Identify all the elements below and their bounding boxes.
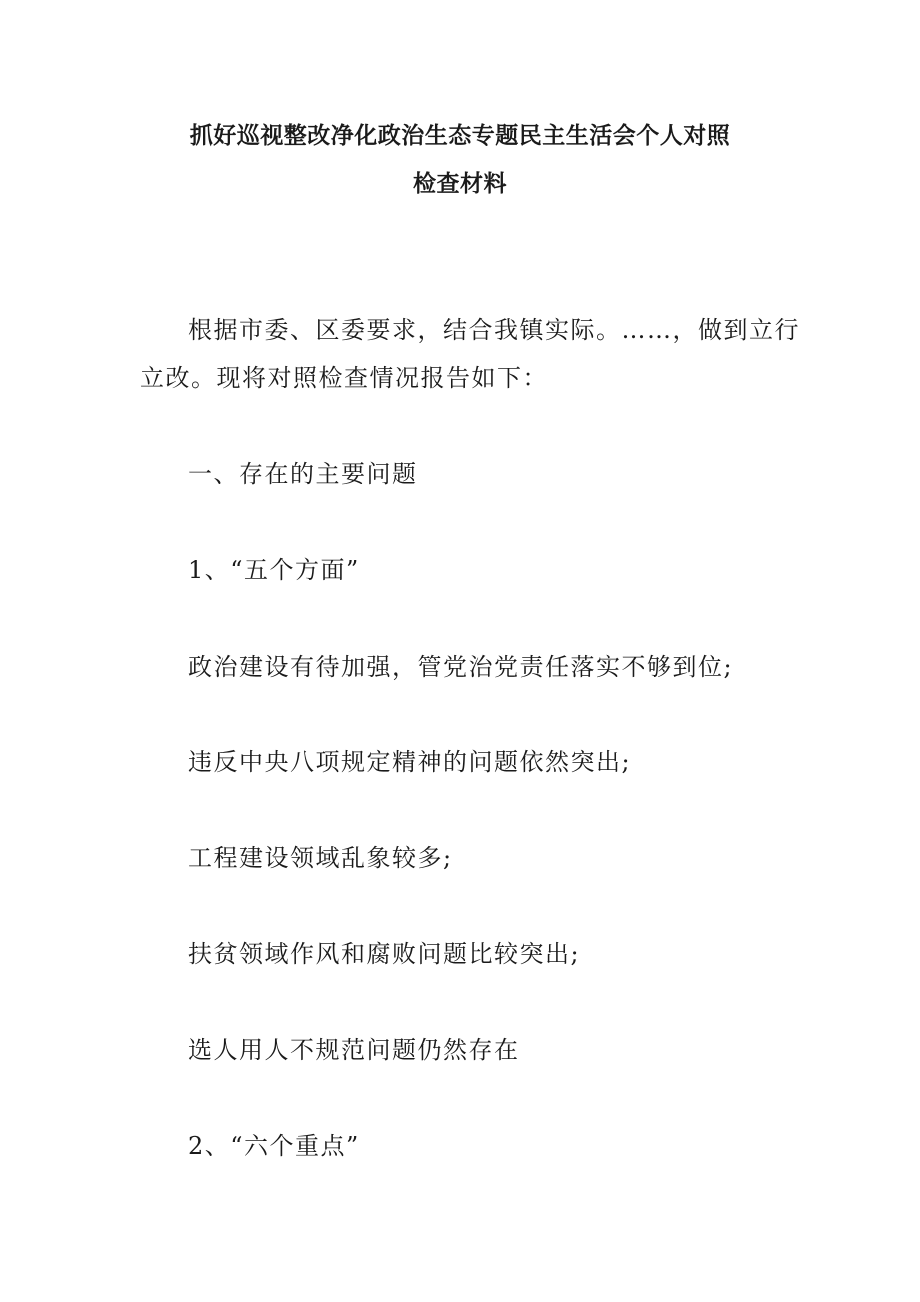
issue-item-4: 扶贫领域作风和腐败问题比较突出; bbox=[188, 940, 581, 968]
document-title-line-1: 抓好巡视整改净化政治生态专题民主生活会个人对照 bbox=[189, 123, 731, 149]
subsection-heading-1: 1、“五个方面” bbox=[188, 556, 360, 584]
issue-item-1: 政治建设有待加强，管党治党责任落实不够到位; bbox=[188, 653, 734, 681]
document-title-line-2: 检查材料 bbox=[413, 171, 507, 197]
subsection-heading-2: 2、“六个重点” bbox=[188, 1132, 360, 1160]
section-heading: 一、存在的主要问题 bbox=[188, 460, 418, 488]
issue-item-5: 选人用人不规范问题仍然存在 bbox=[188, 1036, 520, 1064]
intro-paragraph-line-2: 立改。现将对照检查情况报告如下： bbox=[140, 364, 548, 392]
issue-item-2: 违反中央八项规定精神的问题依然突出; bbox=[188, 748, 632, 776]
issue-item-3: 工程建设领域乱象较多; bbox=[188, 844, 453, 872]
intro-paragraph-line-1: 根据市委、区委要求，结合我镇实际。……，做到立行 bbox=[188, 316, 800, 344]
